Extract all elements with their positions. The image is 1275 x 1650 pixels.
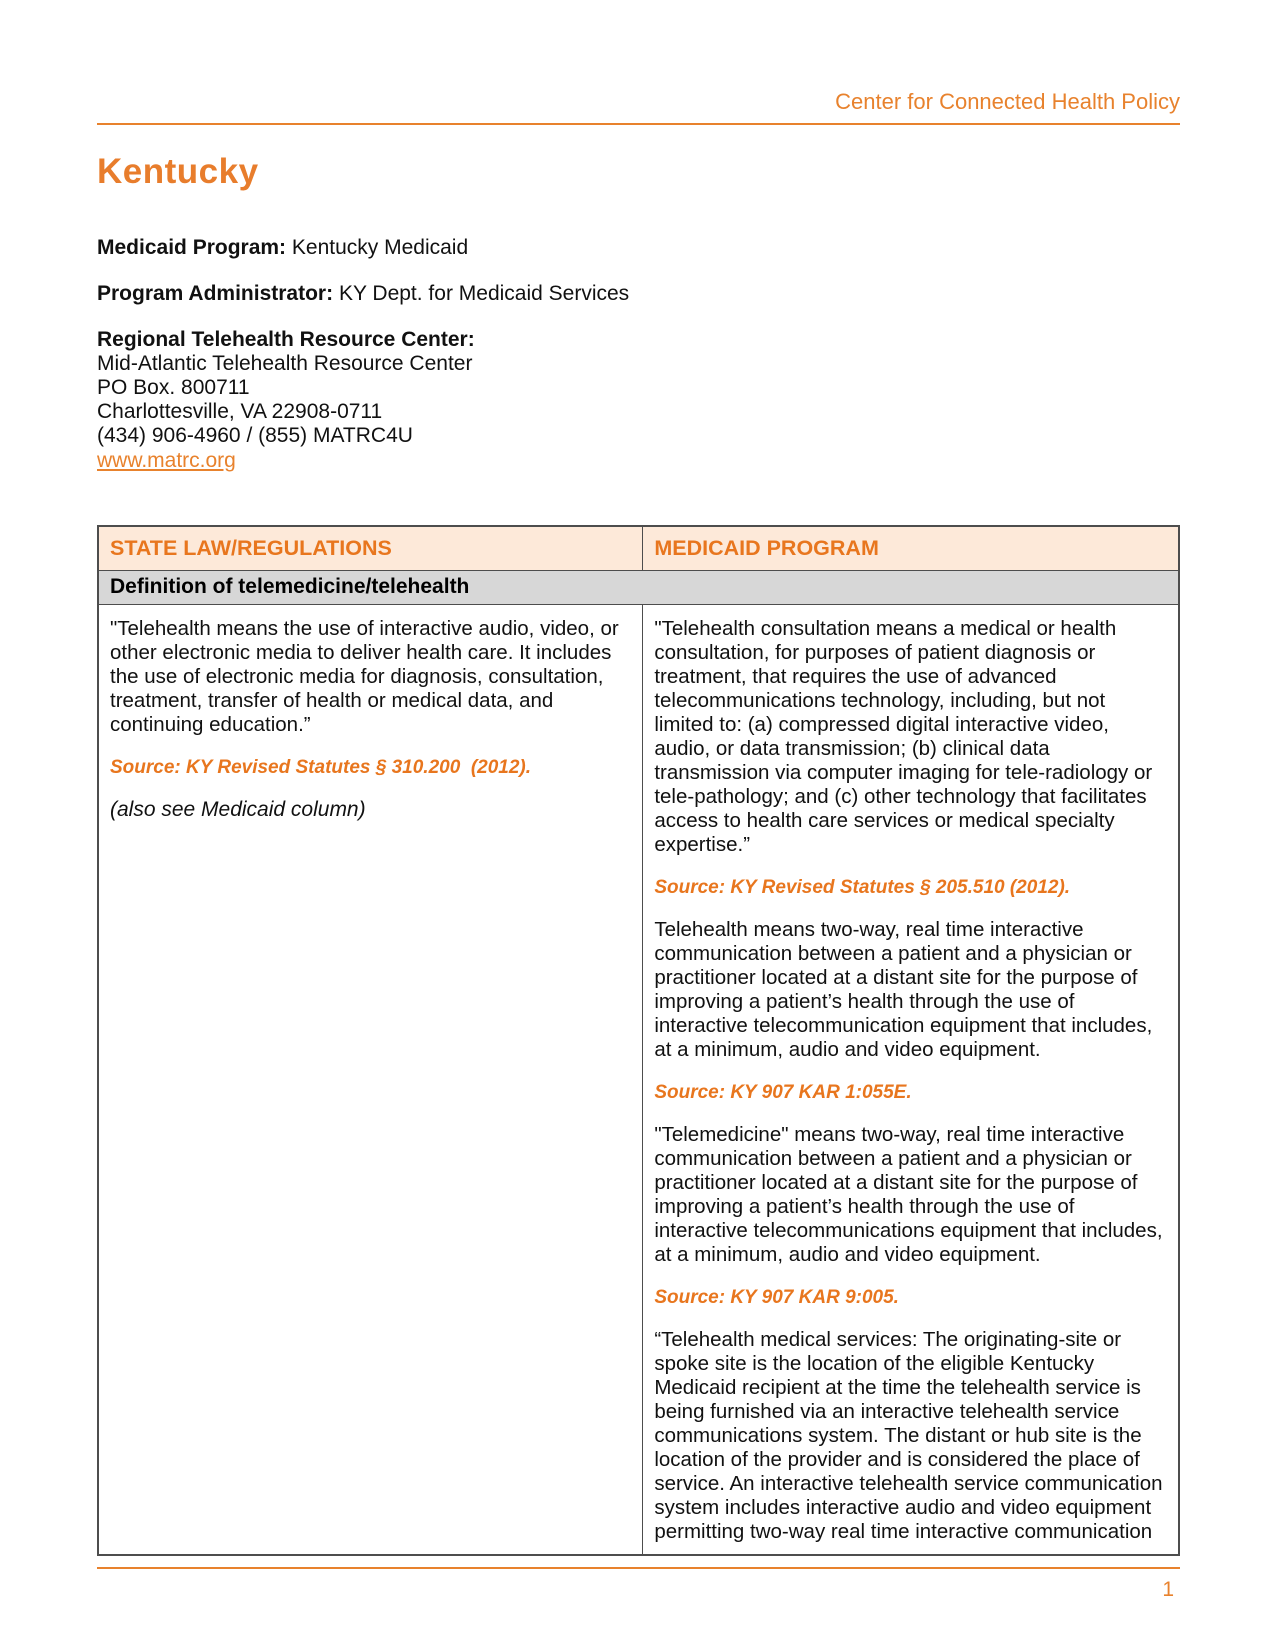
medicaid-program-column-header: MEDICAID PROGRAM [643, 526, 1179, 570]
source-citation: Source: KY 907 KAR 9:005. [654, 1286, 899, 1308]
resource-center-city: Charlottesville, VA 22908-0711 [97, 400, 383, 423]
source-citation: Source: KY Revised Statutes § 205.510 (2012). [654, 876, 1071, 898]
page-number: 1 [1162, 1578, 1174, 1601]
section-header-row [98, 570, 1179, 604]
source-citation: Source: KY Revised Statutes § 310.200 (2012). [110, 756, 532, 778]
paragraph: "Telehealth means the use of interactive audio, video, or other electronic media to deliver health care. It includes the use of electronic media for diagnosis, consultation, treatment, transfer of health or medical data, and continuing education.” [110, 616, 619, 736]
resource-center-label: Regional Telehealth Resource Center: [97, 328, 475, 351]
resource-center-name: Mid-Atlantic Telehealth Resource Center [97, 352, 473, 375]
source-citation: Source: KY 907 KAR 1:055E. [654, 1081, 912, 1103]
document-footer [97, 1567, 1180, 1602]
program-info [97, 235, 1180, 473]
paragraph: "Telemedicine" means two-way, real time interactive communication between a patient and a physician or practitioner located at a distant site for the purpose of improving a patient’s health through the use of interactive telecommunications equipment that includes, at a minimum, audio and video equipment. [654, 1122, 1163, 1266]
medicaid-program-row [97, 235, 1180, 260]
cross-reference-note: (also see Medicaid column) [110, 797, 366, 821]
definition-content-row [98, 604, 1179, 1555]
state-law-column-header: STATE LAW/REGULATIONS [98, 526, 643, 570]
program-administrator-row [97, 281, 1180, 306]
paragraph: "Telehealth consultation means a medical or health consultation, for purposes of patient diagnosis or treatment, that requires the use of advanced telecommunications technology, including, but not limited to: (a) compressed digital interactive video, audio, or data transmission; (b) clinical data transmission via computer imaging for tele-radiology or tele-pathology; and (c) other technology that facilitates access to health care services or medical specialty expertise.” [654, 616, 1153, 856]
page-title: Kentucky [97, 152, 259, 191]
medicaid-program-label: Medicaid Program: [97, 236, 287, 259]
document-header [97, 0, 1180, 125]
resource-center-phone: (434) 906-4960 / (855) MATRC4U [97, 424, 413, 447]
section-title: Definition of telemedicine/telehealth [98, 570, 1179, 604]
medicaid-program-value: Kentucky Medicaid [291, 236, 469, 259]
resource-center-pobox: PO Box. 800711 [97, 376, 250, 399]
program-administrator-label: Program Administrator: [97, 282, 334, 305]
state-law-cell [98, 604, 643, 1555]
policy-table [97, 525, 1180, 1556]
org-name: Center for Connected Health Policy [835, 89, 1180, 114]
resource-center-block [97, 327, 1180, 473]
paragraph: “Telehealth medical services: The originating-site or spoke site is the location of the eligible Kentucky Medicaid recipient at the time the telehealth service is being furnished via an interactive telehealth service communications system. The distant or hub site is the location of the provider and is considered the place of service. An interactive telehealth service communication system includes interactive audio and video equipment permitting two-way real time interactive communication [654, 1327, 1163, 1543]
program-administrator-value: KY Dept. for Medicaid Services [338, 282, 630, 305]
medicaid-program-cell [643, 604, 1179, 1555]
resource-center-website-link[interactable]: www.matrc.org [97, 449, 236, 472]
paragraph: Telehealth means two-way, real time interactive communication between a patient and a physician or practitioner located at a distant site for the purpose of improving a patient’s health through the use of interactive telecommunication equipment that includes, at a minimum, audio and video equipment. [654, 917, 1153, 1061]
table-header-row [98, 526, 1179, 570]
